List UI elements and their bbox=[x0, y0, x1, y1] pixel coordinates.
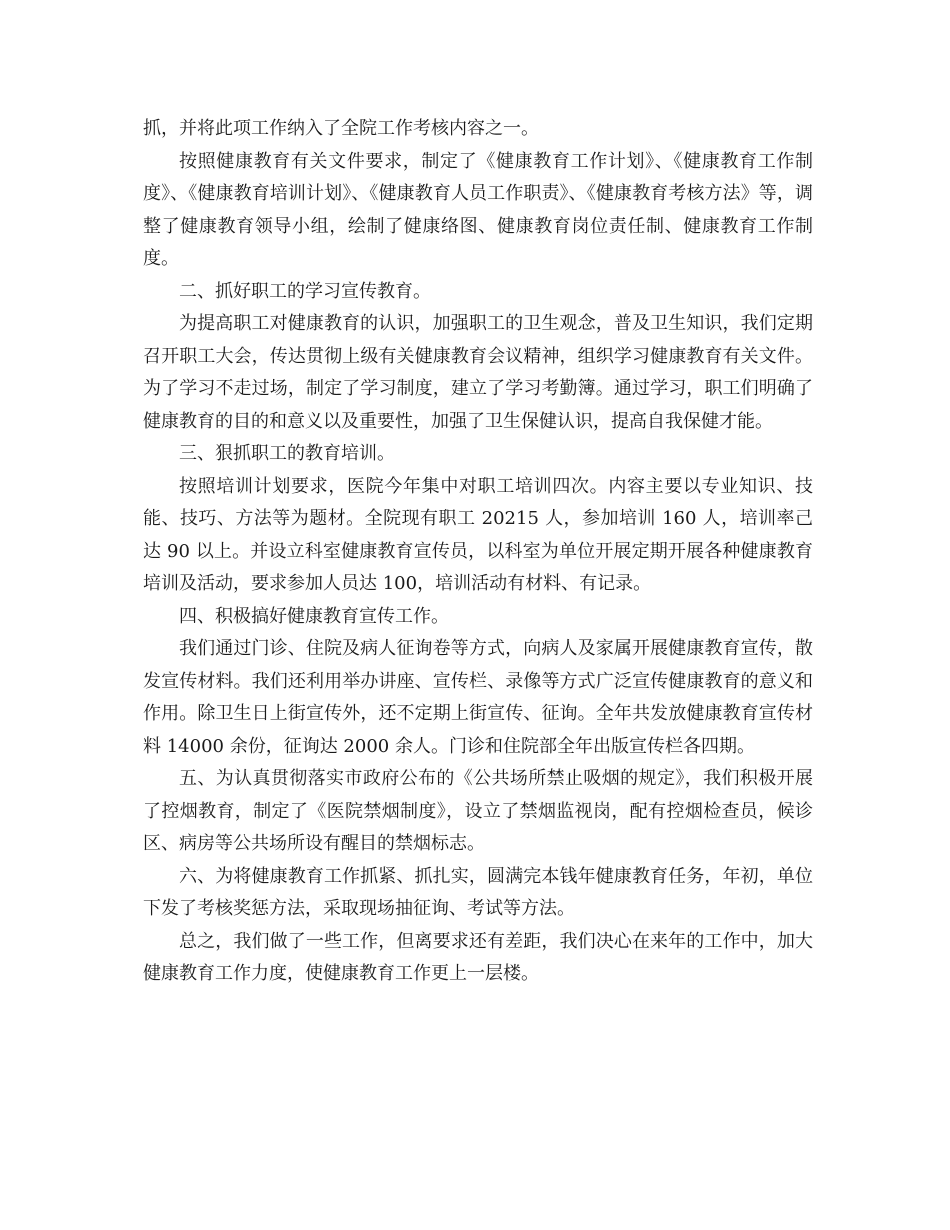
section-heading-2: 二、抓好职工的学习宣传教育。 bbox=[179, 280, 431, 302]
paragraph-document-requirements: 按照健康教育有关文件要求，制定了《健康教育工作计划》、《健康教育工作制度》、《健康教育培训计划》、《健康教育人员工作职责》、《健康教育考核方法》等，调整了健康教育领导小组，绘制了健康络图、健康教育岗位责任制、健康教育工作制度。 bbox=[143, 150, 813, 269]
paragraph-staff-learning: 为提高职工对健康教育的认识，加强职工的卫生观念，普及卫生知识，我们定期召开职工大会，传达贯彻上级有关健康教育会议精神，组织学习健康教育有关文件。为了学习不走过场，制定了学习制度，建立了学习考勤簿。通过学习，职工们明确了健康教育的目的和意义以及重要性，加强了卫生保健认识，提高自我保健才能。 bbox=[143, 313, 813, 432]
paragraph-assessment: 六、为将健康教育工作抓紧、抓扎实，圆满完本钱年健康教育任务，年初，单位下发了考核奖惩方法，采取现场抽征询、考试等方法。 bbox=[143, 865, 813, 919]
paragraph-publicity: 我们通过门诊、住院及病人征询卷等方式，向病人及家属开展健康教育宣传，散发宣传材料。我们还利用举办讲座、宣传栏、录像等方式广泛宣传健康教育的意义和作用。除卫生日上街宣传外，还不定期上街宣传、征询。全年共发放健康教育宣传材料 14000 余份，征询达 2000 余人。门诊和住院部全年出版宣传栏各四期。 bbox=[143, 638, 813, 757]
paragraph-continuation: 抓，并将此项工作纳入了全院工作考核内容之一。 bbox=[143, 118, 539, 139]
document-body bbox=[143, 113, 813, 991]
section-heading-3: 三、狠抓职工的教育培训。 bbox=[179, 443, 395, 464]
paragraph-training: 按照培训计划要求，医院今年集中对职工培训四次。内容主要以专业知识、技能、技巧、方法等为题材。全院现有职工 20215 人，参加培训 160 人，培训率己达 90 以上。并设立科室健康教育宣传员，以科室为单位开展定期开展各种健康教育培训及活动，要求参加人员达 100，培训活动有材料、有记录。 bbox=[143, 475, 813, 594]
paragraph-smoking-control: 五、为认真贯彻落实市政府公布的《公共场所禁止吸烟的规定》，我们积极开展了控烟教育，制定了《医院禁烟制度》，设立了禁烟监视岗，配有控烟检查员，候诊区、病房等公共场所设有醒目的禁烟标志。 bbox=[143, 768, 813, 854]
section-heading-4: 四、积极搞好健康教育宣传工作。 bbox=[179, 605, 449, 627]
paragraph-conclusion: 总之，我们做了一些工作，但离要求还有差距，我们决心在来年的工作中，加大健康教育工作力度，使健康教育工作更上一层楼。 bbox=[143, 930, 813, 984]
